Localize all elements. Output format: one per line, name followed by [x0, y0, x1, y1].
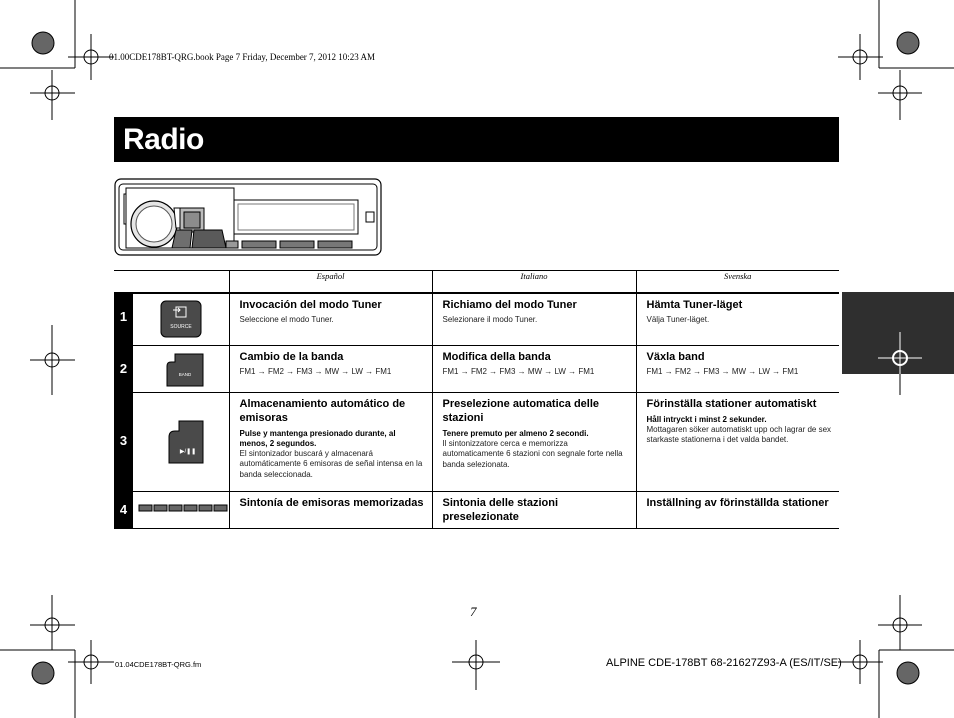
column-header-row — [114, 271, 839, 294]
cell-desc: FM1 → FM2 → FM3 → MW → LW → FM1 — [239, 366, 392, 376]
band-button-label: BAND — [178, 371, 192, 377]
cell-title: Modifica della banda — [442, 350, 551, 363]
cell-title: Preselezione automatica delle stazioni — [442, 397, 600, 424]
cell-desc: Seleccione el modo Tuner. — [239, 315, 334, 324]
row-number: 2 — [119, 360, 128, 376]
row-number: 4 — [119, 501, 128, 517]
table-row — [114, 392, 839, 491]
registration-mark-icon — [842, 292, 954, 374]
cell-title: Inställning av förinställda stationer — [646, 496, 829, 509]
cell-desc: Selezionare il modo Tuner. — [442, 315, 538, 324]
preset-keys-icon — [133, 492, 229, 526]
cell-title: Richiamo del modo Tuner — [442, 299, 577, 311]
cell-title: Förinställa stationer automatiskt — [646, 397, 817, 410]
band-button-icon — [133, 346, 229, 392]
column-header-it: Italiano — [432, 271, 636, 294]
footer-model: ALPINE CDE-178BT 68-21627Z93-A (ES/IT/SE) — [606, 657, 842, 669]
table-row — [114, 491, 839, 528]
source-button-label: SOURCE — [170, 324, 192, 330]
cell-desc: FM1 → FM2 → FM3 → MW → LW → FM1 — [646, 366, 799, 376]
preset-button-icon — [133, 393, 229, 489]
cell-instruction: Pulse y mantenga presionado durante, al menos, 2 segundos. — [239, 428, 396, 448]
radio-function-table — [114, 270, 839, 529]
table-row — [114, 345, 839, 392]
row-number: 3 — [119, 432, 128, 448]
row-number: 1 — [119, 309, 128, 324]
page-title: Radio — [123, 123, 204, 156]
cell-desc: Mottagaren söker automatiskt upp och lagrar de sex starkaste stationerna i det valda bandet. — [646, 424, 832, 444]
cell-desc: FM1 → FM2 → FM3 → MW → LW → FM1 — [442, 366, 595, 376]
page-number: 7 — [470, 604, 477, 619]
column-header-es: Español — [229, 271, 432, 294]
column-header-sv: Svenska — [636, 271, 839, 294]
book-info-line: 01.00CDE178BT-QRG.book Page 7 Friday, December 7, 2012 10:23 AM — [109, 52, 376, 62]
cell-title: Cambio de la banda — [239, 350, 344, 363]
cell-title: Växla band — [646, 350, 705, 363]
cell-desc: Välja Tuner-läget. — [646, 315, 710, 324]
cell-title: Almacenamiento automático de emisoras — [239, 397, 406, 424]
cell-title: Hämta Tuner-läget — [646, 299, 743, 311]
cell-desc: El sintonizador buscará y almacenará automáticamente 6 emisoras de señal intensa en la banda seleccionada. — [239, 448, 423, 479]
cell-desc: Il sintonizzatore cerca e memorizza automaticamente 6 stazioni con segnale forte nella banda selezionata. — [442, 438, 623, 469]
head-unit-illustration — [114, 178, 382, 256]
side-tab — [842, 292, 954, 374]
source-file-name: 01.04CDE178BT-QRG.fm — [115, 660, 202, 669]
title-bar — [114, 117, 839, 162]
cell-instruction: Håll intryckt i minst 2 sekunder. — [646, 414, 767, 424]
cell-title: Invocación del modo Tuner — [239, 299, 382, 311]
cell-title: Sintonia delle stazioni preselezionate — [442, 496, 559, 523]
source-button-icon — [133, 294, 229, 344]
cell-title: Sintonía de emisoras memorizadas — [239, 496, 424, 509]
table-row — [114, 293, 839, 345]
cell-instruction: Tenere premuto per almeno 2 secondi. — [442, 428, 589, 438]
preset-button-label: ▶/❚❚ — [179, 448, 197, 455]
